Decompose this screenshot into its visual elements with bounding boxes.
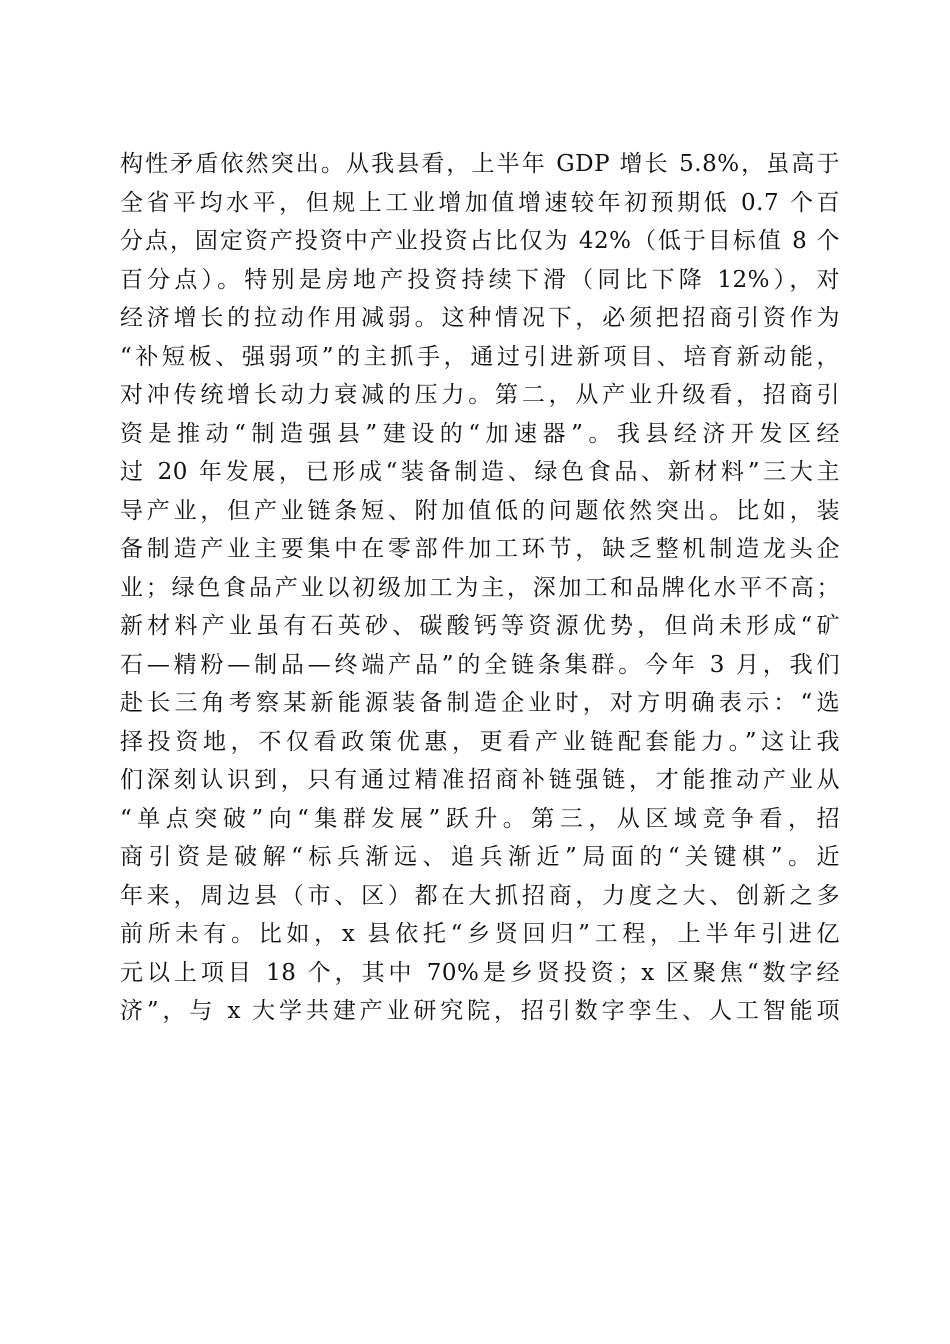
text-line: 过 20 年发展，已形成“装备制造、绿色食品、新材料”三大主	[120, 459, 840, 485]
text-line: 新材料产业虽有石英砂、碳酸钙等资源优势，但尚未形成“矿	[120, 613, 840, 639]
text-line: “单点突破”向“集群发展”跃升。第三，从区域竞争看，招	[120, 805, 840, 832]
text-line: 对冲传统增长动力衰减的压力。第二，从产业升级看，招商引	[120, 382, 840, 408]
text-line: 资是推动“制造强县”建设的“加速器”。我县经济开发区经	[120, 420, 840, 447]
text-line: 赴长三角考察某新能源装备制造企业时，对方明确表示：“选	[120, 690, 840, 716]
text-line: 导产业，但产业链条短、附加值低的问题依然突出。比如，装	[120, 497, 840, 524]
text-line: 济”，与 x 大学共建产业研究院，招引数字孪生、人工智能项	[120, 998, 840, 1024]
text-line: 元以上项目 18 个，其中 70%是乡贤投资；x 区聚焦“数字经	[120, 959, 840, 986]
text-line: 前所未有。比如，x 县依托“乡贤回归”工程，上半年引进亿	[120, 921, 840, 947]
text-line: 全省平均水平，但规上工业增加值增速较年初预期低 0.7 个百	[120, 189, 840, 216]
body-paragraph	[120, 145, 840, 1031]
text-line: 业；绿色食品产业以初级加工为主，深加工和品牌化水平不高；	[120, 574, 840, 601]
text-line: 商引资是破解“标兵渐远、追兵渐近”局面的“关键棋”。近	[120, 844, 840, 870]
text-line: 构性矛盾依然突出。从我县看，上半年 GDP 增长 5.8%，虽高于	[120, 151, 840, 177]
text-line: 分点，固定资产投资中产业投资占比仅为 42%（低于目标值 8 个	[120, 228, 840, 254]
text-line: “补短板、强弱项”的主抓手，通过引进新项目、培育新动能，	[120, 343, 840, 370]
text-line: 备制造产业主要集中在零部件加工环节，缺乏整机制造龙头企	[120, 536, 840, 562]
text-line: 石—精粉—制品—终端产品”的全链条集群。今年 3 月，我们	[120, 651, 840, 678]
text-line: 们深刻认识到，只有通过精准招商补链强链，才能推动产业从	[120, 767, 840, 793]
text-line: 年来，周边县（市、区）都在大抓招商，力度之大、创新之多	[120, 882, 840, 909]
text-line: 百分点）。特别是房地产投资持续下滑（同比下降 12%），对	[120, 266, 840, 293]
text-line: 经济增长的拉动作用减弱。这种情况下，必须把招商引资作为	[120, 305, 840, 331]
text-line: 择投资地，不仅看政策优惠，更看产业链配套能力。”这让我	[120, 728, 840, 755]
